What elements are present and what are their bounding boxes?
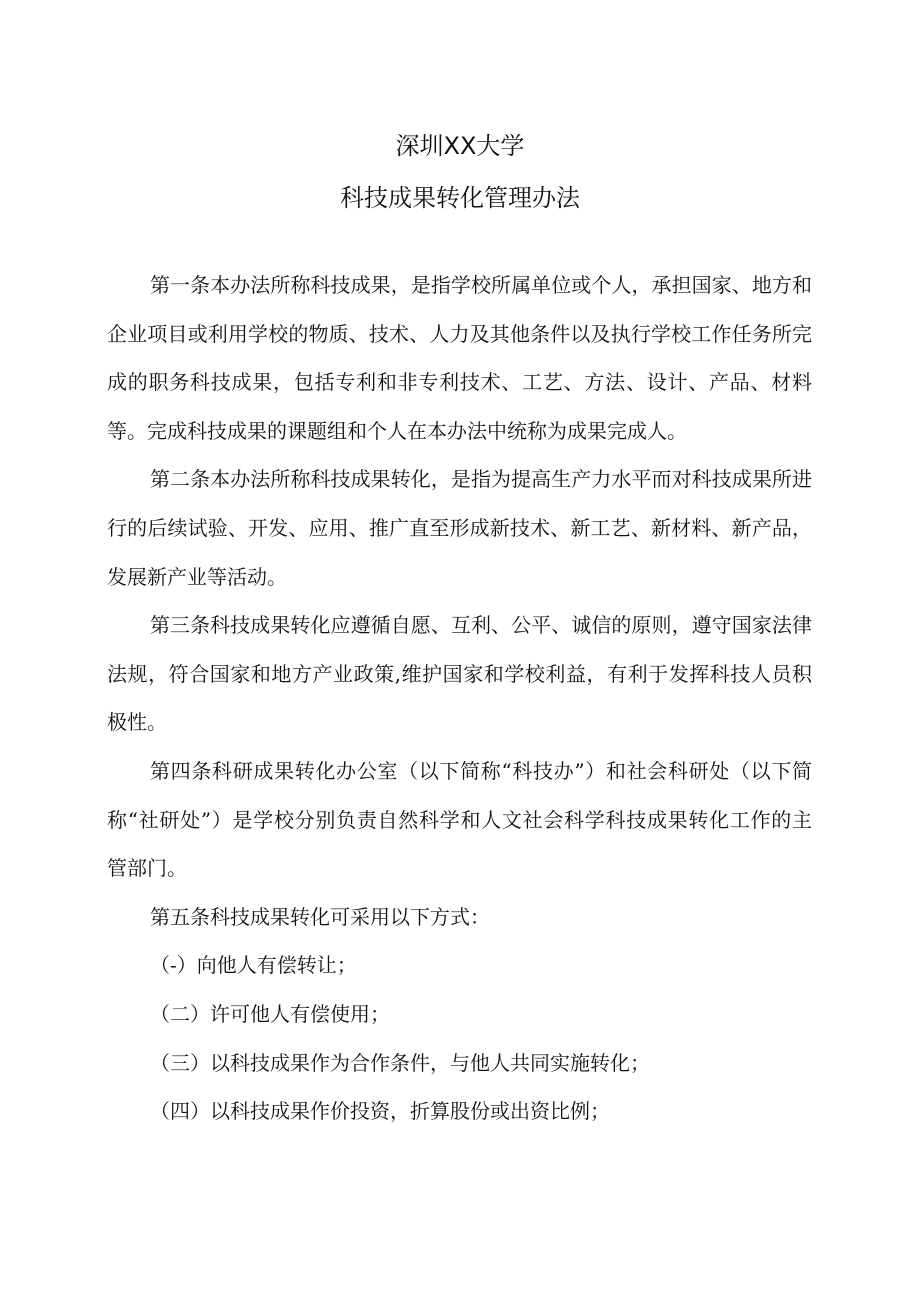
article-line: 第二条本办法所称科技成果转化，是指为提高生产力水平而对科技成果所进	[150, 467, 812, 492]
list-item: （-）向他人有偿转让；	[150, 953, 357, 978]
article-3	[107, 601, 812, 747]
list-item: （三）以科技成果作为合作条件，与他人共同实施转化；	[150, 1050, 650, 1075]
article-4	[107, 747, 812, 893]
article-line: 行的后续试验、开发、应用、推广直至形成新技术、新工艺、新材料、新产品，	[107, 515, 812, 540]
article-line: 极性。	[107, 710, 167, 735]
article-line: 企业项目或利用学校的物质、技术、人力及其他条件以及执行学校工作任务所完	[107, 321, 812, 346]
list-item: （四）以科技成果作价投资，折算股份或出资比例；	[150, 1099, 610, 1124]
article-line: 第四条科研成果转化办公室（以下简称“科技办”）和社会科研处（以下简	[150, 758, 812, 783]
document-subtitle: 科技成果转化管理办法	[340, 184, 580, 212]
article-line: 等。完成科技成果的课题组和个人在本办法中统称为成果完成人。	[107, 418, 687, 443]
article-line: 发展新产业等活动。	[107, 564, 287, 589]
methods-list	[107, 941, 812, 1135]
list-item: （二）许可他人有偿使用；	[150, 1001, 390, 1026]
article-5	[107, 893, 812, 942]
article-2	[107, 455, 812, 601]
article-line: 第五条科技成果转化可采用以下方式：	[150, 904, 490, 929]
article-line: 第三条科技成果转化应遵循自愿、互利、公平、诚信的原则，遵守国家法律	[150, 613, 812, 638]
article-line: 第一条本办法所称科技成果，是指学校所属单位或个人，承担国家、地方和	[150, 273, 812, 297]
article-line: 称“社研处”）是学校分别负责自然科学和人文社会科学科技成果转化工作的主	[107, 807, 812, 832]
document-body	[107, 261, 812, 1136]
article-1	[107, 261, 812, 455]
document-title: 深圳XX大学	[395, 132, 525, 160]
article-line: 管部门。	[107, 856, 187, 881]
article-line: 法规，符合国家和地方产业政策,维护国家和学校利益，有利于发挥科技人员积	[107, 661, 812, 686]
article-line: 成的职务科技成果，包括专利和非专利技术、工艺、方法、设计、产品、材料	[107, 370, 812, 395]
